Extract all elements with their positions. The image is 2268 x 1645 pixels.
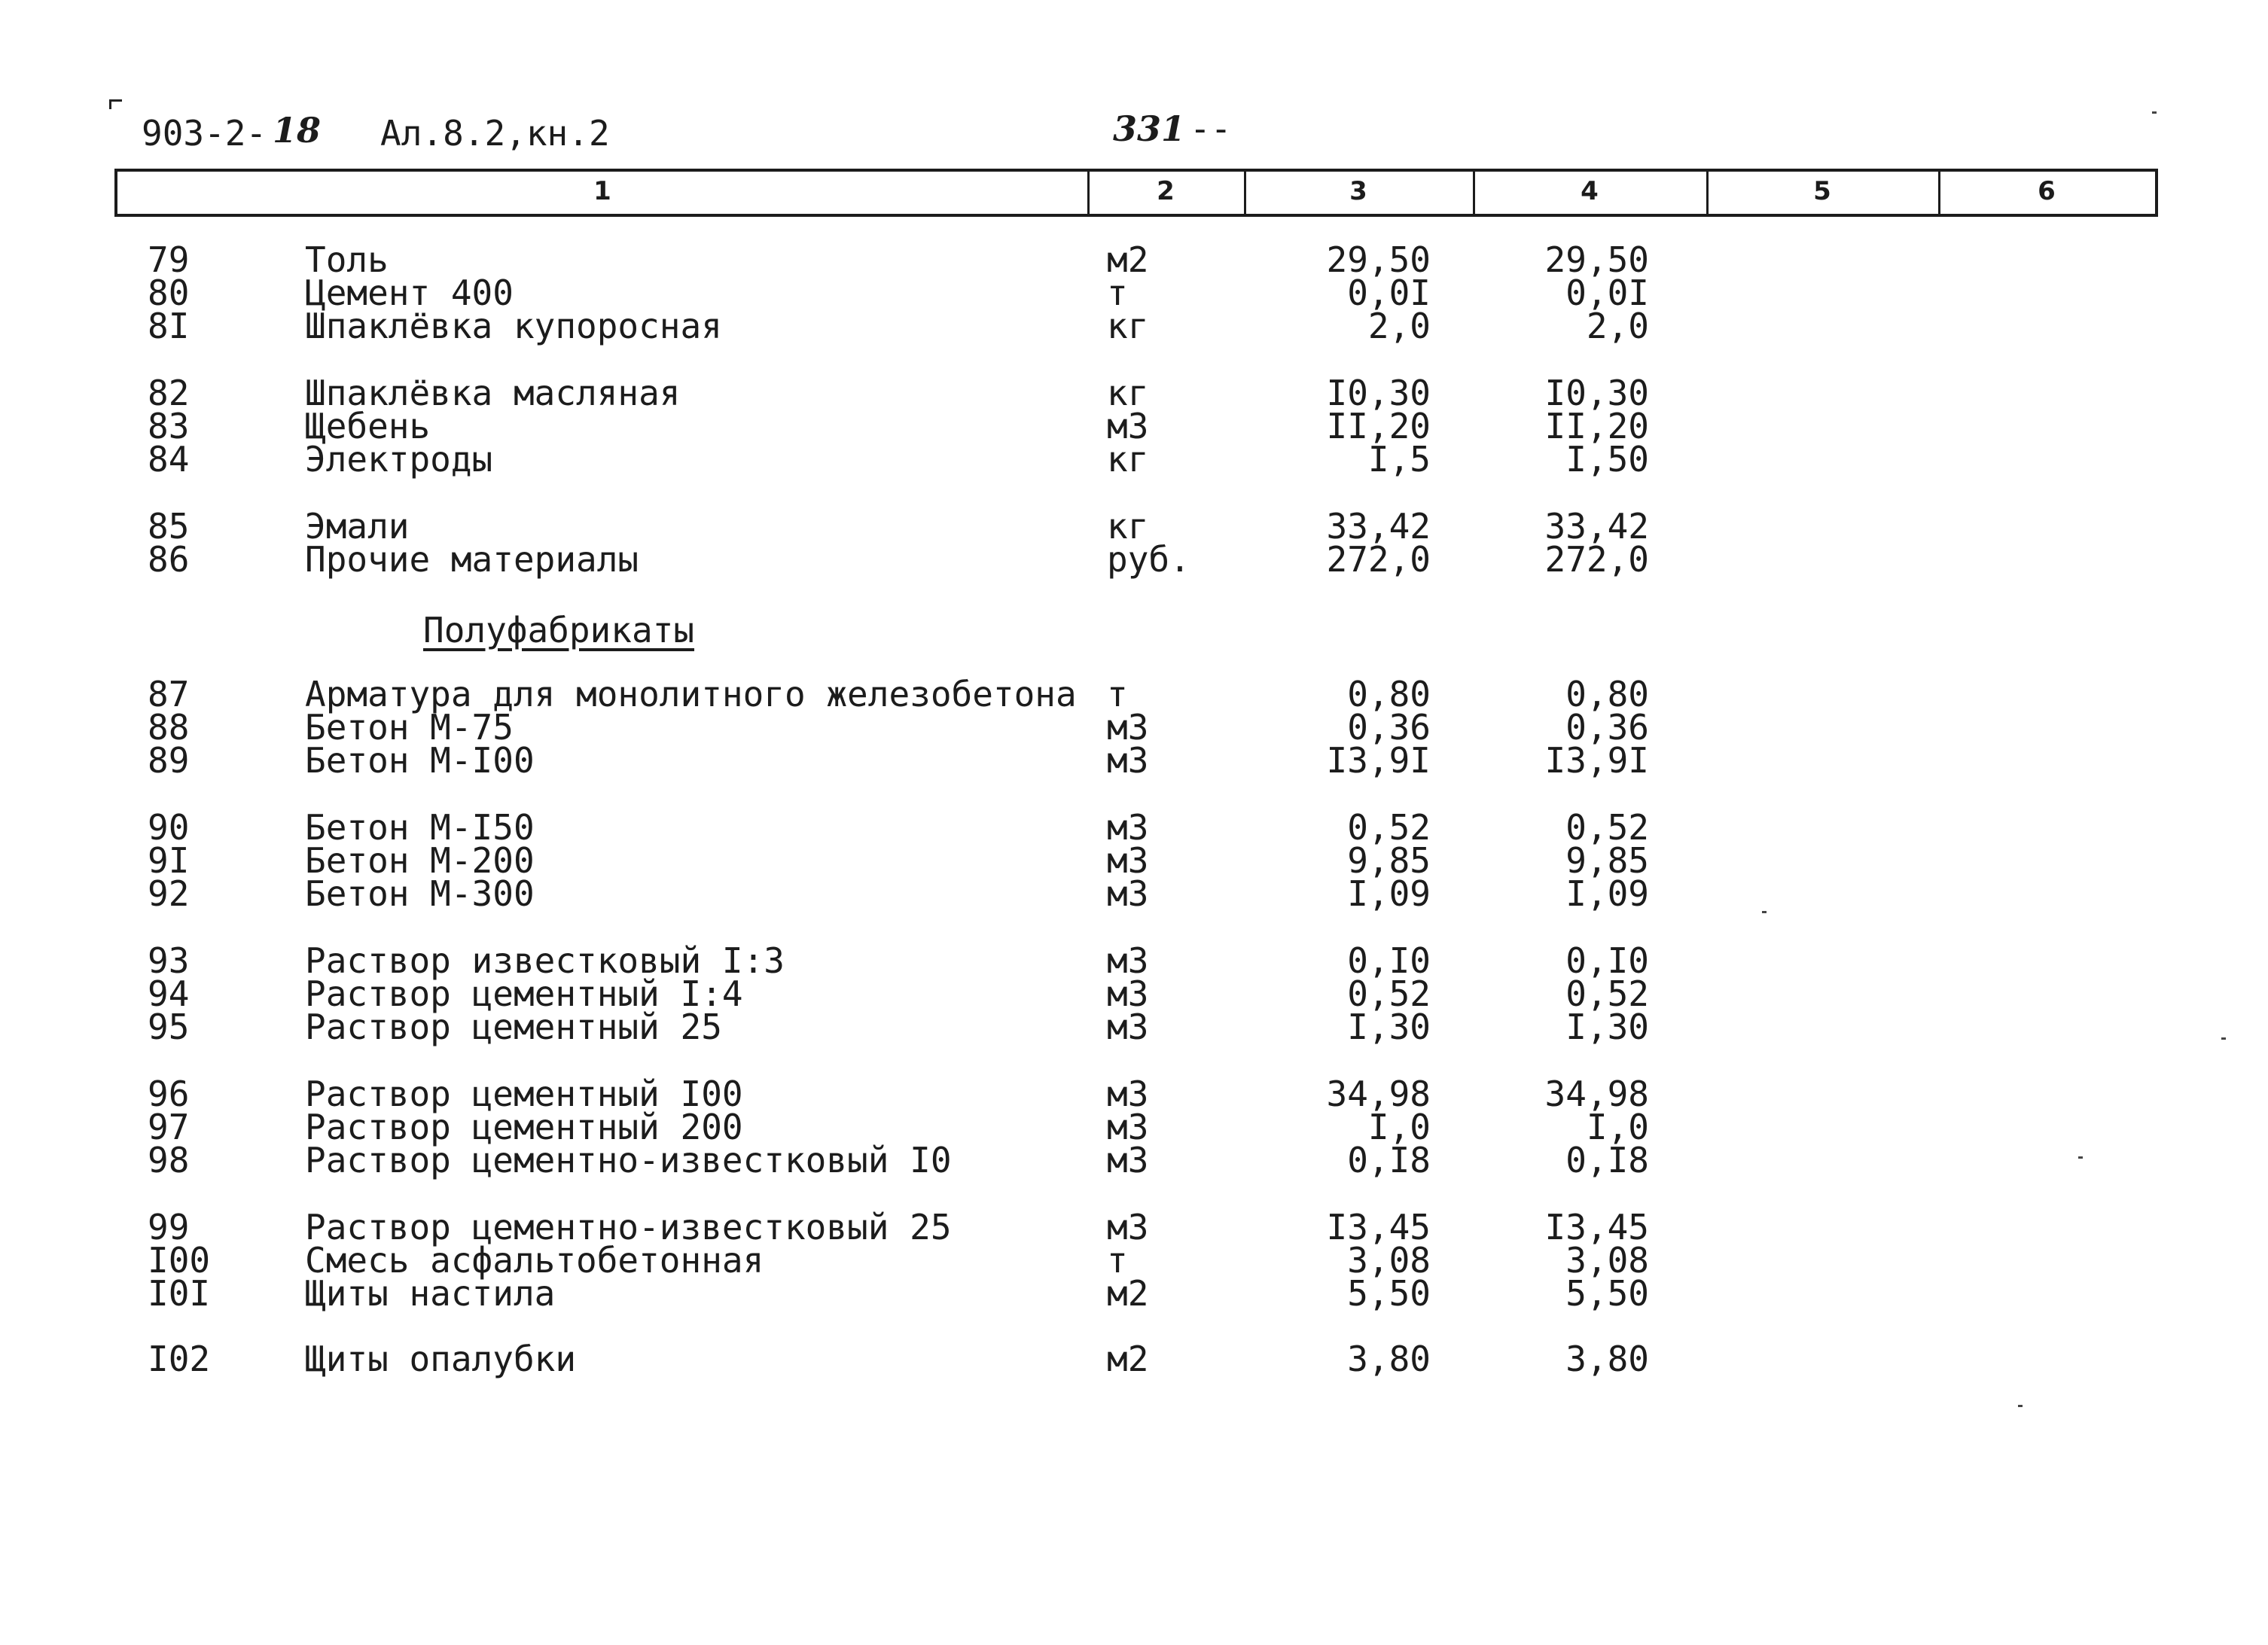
row-number: 96 [148, 1074, 190, 1114]
table-row [0, 439, 2268, 480]
column-header-4: 4 [1581, 176, 1599, 206]
row-value-col3: I,5 [1367, 439, 1431, 480]
row-unit: кг [1107, 439, 1149, 480]
row-unit: т [1107, 674, 1128, 714]
row-name: Раствор цементный 25 [305, 1007, 722, 1047]
row-value-col3: 0,I0 [1347, 940, 1431, 981]
row-unit: кг [1107, 306, 1149, 346]
row-name: Щебень [305, 406, 431, 446]
row-unit: т [1107, 273, 1128, 313]
column-header-6: 6 [2038, 176, 2056, 206]
row-value-col4: II,20 [1544, 406, 1649, 446]
row-name: Смесь асфальтобетонная [305, 1240, 764, 1281]
row-name: Бетон М-75 [305, 707, 514, 748]
table-row [0, 1007, 2268, 1047]
row-value-col4: I,50 [1565, 439, 1649, 480]
row-unit: м3 [1107, 807, 1149, 848]
table-row [0, 1140, 2268, 1180]
row-value-col4: I,09 [1565, 873, 1649, 914]
project-code: 903-2- [142, 113, 267, 154]
row-unit: м3 [1107, 406, 1149, 446]
row-unit: м2 [1107, 239, 1149, 280]
row-value-col3: I,0 [1367, 1107, 1431, 1147]
table-row [0, 373, 2268, 413]
row-name: Раствор цементно-известковый I0 [305, 1140, 952, 1180]
row-value-col3: 272,0 [1326, 539, 1431, 580]
row-value-col4: 5,50 [1565, 1273, 1649, 1314]
row-value-col3: 3,08 [1347, 1240, 1431, 1281]
row-value-col3: I,09 [1347, 873, 1431, 914]
row-value-col4: 33,42 [1544, 506, 1649, 547]
row-value-col4: I3,45 [1544, 1207, 1649, 1247]
row-unit: м3 [1107, 940, 1149, 981]
row-unit: руб. [1107, 539, 1190, 580]
section-title: Полуфабрикаты [423, 610, 695, 650]
row-number: 99 [148, 1207, 190, 1247]
table-row [0, 807, 2268, 848]
row-value-col3: 2,0 [1367, 306, 1431, 346]
row-number: 82 [148, 373, 190, 413]
table-row [0, 707, 2268, 748]
row-value-col3: I0,30 [1326, 373, 1431, 413]
table-column-header [114, 169, 2158, 217]
row-number: 94 [148, 973, 190, 1014]
table-row [0, 973, 2268, 1014]
table-row [0, 1107, 2268, 1147]
table-row [0, 1207, 2268, 1247]
row-value-col3: 0,52 [1347, 973, 1431, 1014]
row-name: Электроды [305, 439, 493, 480]
table-row [0, 940, 2268, 981]
row-unit: м3 [1107, 707, 1149, 748]
row-value-col4: 29,50 [1544, 239, 1649, 280]
table-row [0, 273, 2268, 313]
row-value-col4: I,30 [1565, 1007, 1649, 1047]
table-row [0, 674, 2268, 714]
row-value-col4: 3,80 [1565, 1339, 1649, 1379]
scan-speck [2078, 1156, 2083, 1159]
row-name: Раствор цементный 200 [305, 1107, 743, 1147]
row-name: Эмали [305, 506, 410, 547]
row-unit: кг [1107, 506, 1149, 547]
row-value-col3: 0,80 [1347, 674, 1431, 714]
table-row [0, 873, 2268, 914]
row-value-col3: 0,36 [1347, 707, 1431, 748]
project-code-handwritten: 18 [273, 110, 322, 151]
row-value-col4: 0,80 [1565, 674, 1649, 714]
row-value-col4: 3,08 [1565, 1240, 1649, 1281]
row-value-col4: 0,52 [1565, 807, 1649, 848]
row-number: 86 [148, 539, 190, 580]
row-name: Раствор известковый I:3 [305, 940, 785, 981]
row-unit: м3 [1107, 1074, 1149, 1114]
column-header-1: 1 [593, 176, 611, 206]
row-unit: м2 [1107, 1273, 1149, 1314]
row-unit: м3 [1107, 1107, 1149, 1147]
row-number: 9I [148, 840, 190, 881]
row-unit: т [1107, 1240, 1128, 1281]
row-number: 98 [148, 1140, 190, 1180]
row-number: 95 [148, 1007, 190, 1047]
corner-mark [109, 99, 122, 109]
table-row [0, 1273, 2268, 1314]
row-value-col4: 9,85 [1565, 840, 1649, 881]
row-value-col4: I3,9I [1544, 740, 1649, 781]
row-name: Бетон М-I50 [305, 807, 535, 848]
row-number: 92 [148, 873, 190, 914]
scan-speck [2018, 1405, 2023, 1407]
row-value-col4: I0,30 [1544, 373, 1649, 413]
row-number: 90 [148, 807, 190, 848]
row-name: Щиты настила [305, 1273, 556, 1314]
row-name: Бетон М-200 [305, 840, 535, 881]
row-value-col3: 5,50 [1347, 1273, 1431, 1314]
row-value-col3: I,30 [1347, 1007, 1431, 1047]
table-row [0, 1074, 2268, 1114]
row-number: 87 [148, 674, 190, 714]
table-row [0, 239, 2268, 280]
row-unit: м3 [1107, 1140, 1149, 1180]
row-value-col3: II,20 [1326, 406, 1431, 446]
row-value-col4: 0,I0 [1565, 940, 1649, 981]
scan-speck [2221, 1037, 2226, 1040]
row-number: I00 [148, 1240, 211, 1281]
row-name: Раствор цементно-известковый 25 [305, 1207, 952, 1247]
page-number-dashes: -- [1190, 108, 1232, 149]
row-number: I02 [148, 1339, 211, 1379]
row-name: Арматура для монолитного железобетона [305, 674, 1077, 714]
row-value-col3: 34,98 [1326, 1074, 1431, 1114]
row-number: 84 [148, 439, 190, 480]
row-value-col3: 0,0I [1347, 273, 1431, 313]
row-value-col3: 29,50 [1326, 239, 1431, 280]
row-name: Бетон М-300 [305, 873, 535, 914]
row-value-col4: 34,98 [1544, 1074, 1649, 1114]
row-number: 97 [148, 1107, 190, 1147]
table-row [0, 1339, 2268, 1379]
row-name: Прочие материалы [305, 539, 639, 580]
row-unit: кг [1107, 373, 1149, 413]
row-value-col4: 0,52 [1565, 973, 1649, 1014]
table-row [0, 840, 2268, 881]
row-unit: м3 [1107, 873, 1149, 914]
row-value-col3: 0,52 [1347, 807, 1431, 848]
row-name: Шпаклёвка купоросная [305, 306, 722, 346]
row-name: Щиты опалубки [305, 1339, 577, 1379]
row-unit: м3 [1107, 740, 1149, 781]
row-unit: м3 [1107, 973, 1149, 1014]
row-value-col3: I3,9I [1326, 740, 1431, 781]
row-unit: м2 [1107, 1339, 1149, 1379]
row-value-col3: 9,85 [1347, 840, 1431, 881]
row-number: 8I [148, 306, 190, 346]
row-name: Цемент 400 [305, 273, 514, 313]
page-number: 331 [1113, 108, 1186, 149]
row-number: 88 [148, 707, 190, 748]
table-row [0, 306, 2268, 346]
table-row [0, 539, 2268, 580]
row-value-col3: I3,45 [1326, 1207, 1431, 1247]
row-number: 85 [148, 506, 190, 547]
table-row [0, 1240, 2268, 1281]
row-name: Раствор цементный I00 [305, 1074, 743, 1114]
row-name: Раствор цементный I:4 [305, 973, 743, 1014]
row-value-col4: 0,36 [1565, 707, 1649, 748]
row-value-col3: 3,80 [1347, 1339, 1431, 1379]
row-number: 83 [148, 406, 190, 446]
row-name: Толь [305, 239, 389, 280]
row-value-col3: 0,I8 [1347, 1140, 1431, 1180]
table-row [0, 406, 2268, 446]
column-header-2: 2 [1157, 176, 1175, 206]
row-name: Бетон М-I00 [305, 740, 535, 781]
row-unit: м3 [1107, 1007, 1149, 1047]
row-unit: м3 [1107, 840, 1149, 881]
row-unit: м3 [1107, 1207, 1149, 1247]
row-value-col3: 33,42 [1326, 506, 1431, 547]
table-row [0, 506, 2268, 547]
row-value-col4: 2,0 [1586, 306, 1649, 346]
column-header-5: 5 [1813, 176, 1831, 206]
album-reference: Ал.8.2,кн.2 [380, 113, 610, 154]
row-value-col4: I,0 [1586, 1107, 1649, 1147]
column-header-3: 3 [1349, 176, 1367, 206]
row-value-col4: 272,0 [1544, 539, 1649, 580]
row-value-col4: 0,I8 [1565, 1140, 1649, 1180]
row-number: 79 [148, 239, 190, 280]
row-value-col4: 0,0I [1565, 273, 1649, 313]
scan-speck [2152, 111, 2157, 114]
row-name: Шпаклёвка масляная [305, 373, 681, 413]
scan-speck [1762, 911, 1767, 913]
row-number: 80 [148, 273, 190, 313]
row-number: 93 [148, 940, 190, 981]
table-row [0, 740, 2268, 781]
row-number: 89 [148, 740, 190, 781]
row-number: I0I [148, 1273, 211, 1314]
